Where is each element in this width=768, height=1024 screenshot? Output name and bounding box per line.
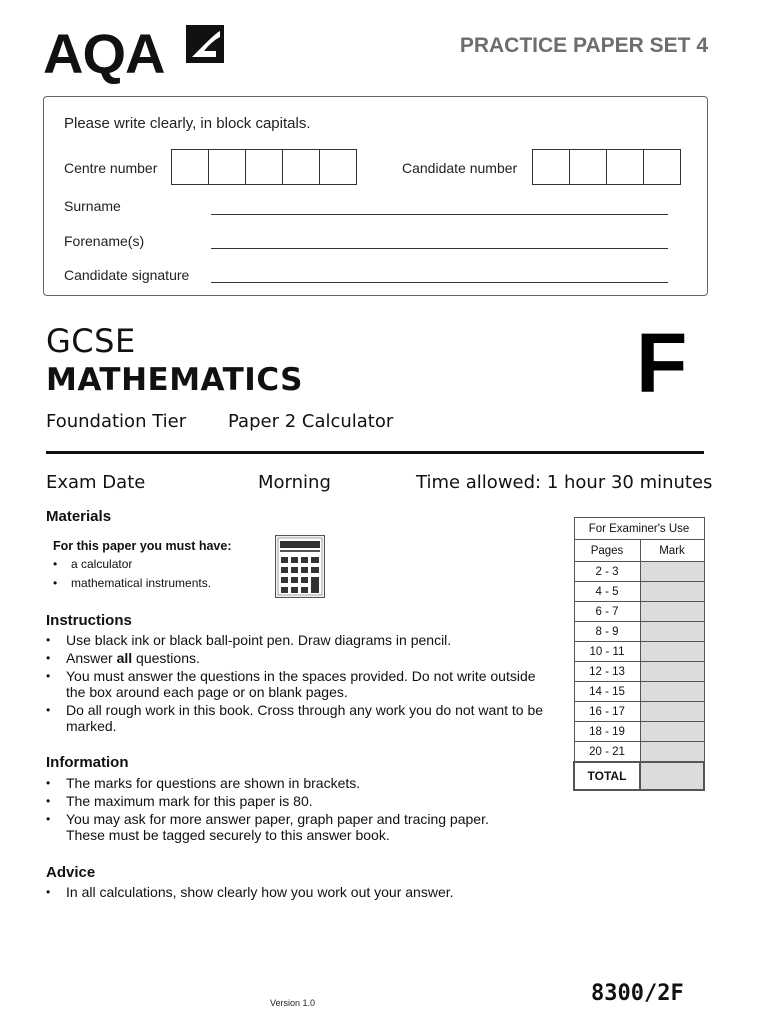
centre-digit-box[interactable] <box>208 149 246 185</box>
materials-list <box>53 556 253 594</box>
aqa-logo <box>43 24 164 84</box>
centre-digit-box[interactable] <box>282 149 320 185</box>
total-label: TOTAL <box>574 762 640 790</box>
centre-number-label: Centre number <box>64 160 158 176</box>
centre-digit-box[interactable] <box>171 149 209 185</box>
surname-line[interactable] <box>211 213 668 215</box>
candidate-digit-box[interactable] <box>569 149 607 185</box>
surname-label: Surname <box>64 198 121 214</box>
candidate-details-box <box>43 96 708 296</box>
paper-label: Paper 2 Calculator <box>228 411 394 432</box>
candidate-number-boxes[interactable] <box>533 149 681 185</box>
table-row: 6 - 7 <box>574 602 704 622</box>
logo-text: AQA <box>43 22 165 85</box>
list-item: • You may ask for more answer paper, graph paper and tracing paper. These must be tagged securely to this answer book. <box>46 811 526 843</box>
table-row: 10 - 11 <box>574 642 704 662</box>
forename-line[interactable] <box>211 247 668 249</box>
list-item: • The maximum mark for this paper is 80. <box>46 793 526 809</box>
centre-digit-box[interactable] <box>319 149 357 185</box>
advice-heading: Advice <box>46 864 96 881</box>
examiner-table-title: For Examiner's Use <box>574 518 704 540</box>
candidate-digit-box[interactable] <box>606 149 644 185</box>
materials-intro: For this paper you must have: <box>53 539 232 553</box>
mark-cell[interactable] <box>640 702 704 722</box>
table-row: 20 - 21 <box>574 742 704 763</box>
exam-date: Exam Date <box>46 472 146 493</box>
total-mark-cell[interactable] <box>640 762 704 790</box>
mark-cell[interactable] <box>640 682 704 702</box>
aqa-logo-icon <box>186 25 224 63</box>
list-item: • mathematical instruments. <box>53 575 253 592</box>
table-row: 4 - 5 <box>574 582 704 602</box>
total-row <box>574 762 704 790</box>
candidate-digit-box[interactable] <box>532 149 570 185</box>
mark-cell[interactable] <box>640 582 704 602</box>
list-item: • a calculator <box>53 556 253 573</box>
subject-title: MATHEMATICS <box>46 362 303 398</box>
table-row: 2 - 3 <box>574 562 704 582</box>
paper-code: 8300/2F <box>591 981 684 1006</box>
qualification-title: GCSE <box>46 322 136 360</box>
mark-cell[interactable] <box>640 562 704 582</box>
advice-list <box>46 884 546 902</box>
examiner-use-table <box>573 517 705 791</box>
tier-label: Foundation Tier <box>46 411 187 432</box>
pages-column-header: Pages <box>574 540 640 562</box>
table-row: 18 - 19 <box>574 722 704 742</box>
mark-cell[interactable] <box>640 642 704 662</box>
mark-column-header: Mark <box>640 540 704 562</box>
mark-cell[interactable] <box>640 742 704 763</box>
table-row: 14 - 15 <box>574 682 704 702</box>
forename-label: Forename(s) <box>64 233 145 249</box>
table-row: 8 - 9 <box>574 622 704 642</box>
information-list <box>46 775 526 845</box>
list-item: • Do all rough work in this book. Cross through any work you do not want to be marked. <box>46 702 556 734</box>
list-item: • Answer all questions. <box>46 650 556 666</box>
materials-heading: Materials <box>46 508 112 525</box>
tier-letter: F <box>636 316 688 410</box>
version-label: Version 1.0 <box>270 998 316 1008</box>
mark-cell[interactable] <box>640 722 704 742</box>
mark-cell[interactable] <box>640 662 704 682</box>
table-row: 12 - 13 <box>574 662 704 682</box>
session-time: Morning <box>258 472 331 493</box>
information-heading: Information <box>46 754 129 771</box>
centre-number-boxes[interactable] <box>172 149 357 185</box>
signature-label: Candidate signature <box>64 267 190 283</box>
list-item: • Use black ink or black ball-point pen. Draw diagrams in pencil. <box>46 632 556 648</box>
candidate-digit-box[interactable] <box>643 149 681 185</box>
calculator-icon <box>275 535 325 598</box>
list-item: • In all calculations, show clearly how you work out your answer. <box>46 884 546 900</box>
mark-cell[interactable] <box>640 602 704 622</box>
list-item: • The marks for questions are shown in brackets. <box>46 775 526 791</box>
table-row: 16 - 17 <box>574 702 704 722</box>
mark-cell[interactable] <box>640 622 704 642</box>
title-divider <box>46 451 704 454</box>
practice-paper-title: PRACTICE PAPER SET 4 <box>459 34 708 57</box>
signature-line[interactable] <box>211 281 668 283</box>
block-capitals-instruction: Please write clearly, in block capitals. <box>64 115 311 132</box>
instructions-list <box>46 632 556 736</box>
time-allowed: Time allowed: 1 hour 30 minutes <box>416 472 713 493</box>
list-item: • You must answer the questions in the spaces provided. Do not write outside the box around each page or on blank pages. <box>46 668 556 700</box>
candidate-number-label: Candidate number <box>402 160 518 176</box>
instructions-heading: Instructions <box>46 612 132 629</box>
centre-digit-box[interactable] <box>245 149 283 185</box>
